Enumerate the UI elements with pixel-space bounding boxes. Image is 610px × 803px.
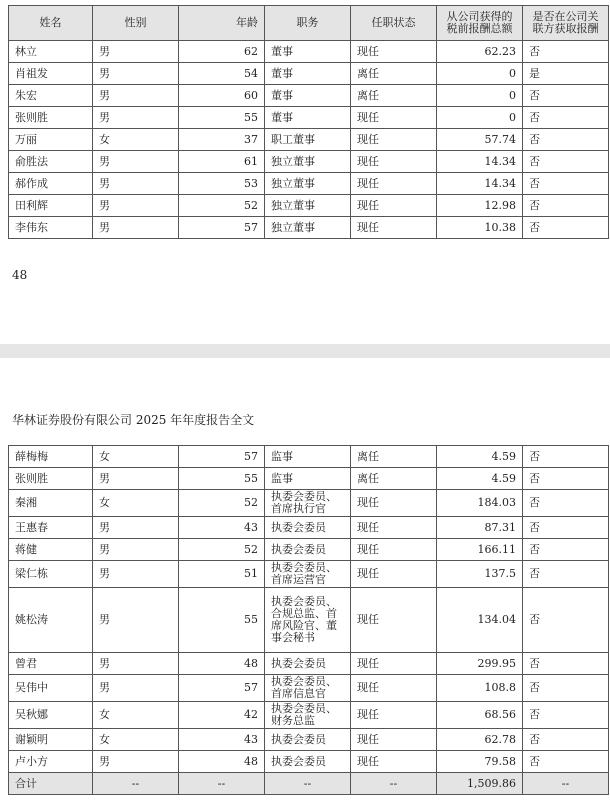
cell-position: 职工董事: [265, 129, 351, 151]
table-header-row: [9, 6, 609, 41]
cell-status: 离任: [351, 468, 437, 490]
cell-compensation: 0: [437, 107, 523, 129]
cell-position: 执委会委员、首席运营官: [265, 561, 351, 588]
cell-name: 田利辉: [9, 195, 93, 217]
cell-compensation: 10.38: [437, 217, 523, 239]
cell-status: 现任: [351, 151, 437, 173]
cell-gender: 男: [93, 653, 179, 675]
compensation-table-part2: [8, 445, 609, 795]
cell-related-party: 否: [523, 653, 609, 675]
cell-compensation: 0: [437, 63, 523, 85]
cell-gender: 男: [93, 107, 179, 129]
cell-status: 现任: [351, 173, 437, 195]
table-row: [9, 751, 609, 773]
cell-age: 48: [179, 751, 265, 773]
cell-status: 现任: [351, 195, 437, 217]
cell-related-party: 否: [523, 751, 609, 773]
cell-age: 57: [179, 446, 265, 468]
cell-position: 执委会委员、首席执行官: [265, 490, 351, 517]
cell-name: 俞胜法: [9, 151, 93, 173]
table-row: [9, 702, 609, 729]
compensation-table-part1: [8, 5, 609, 239]
cell-compensation: 14.34: [437, 173, 523, 195]
cell-name: 朱宏: [9, 85, 93, 107]
cell-age: 57: [179, 217, 265, 239]
cell-age: 53: [179, 173, 265, 195]
cell-status: 现任: [351, 653, 437, 675]
cell-position: 董事: [265, 41, 351, 63]
cell-age: 51: [179, 561, 265, 588]
cell-position: 独立董事: [265, 217, 351, 239]
cell-age: 55: [179, 468, 265, 490]
cell-gender: 男: [93, 151, 179, 173]
total-cell: --: [93, 773, 179, 795]
header-age: 年龄: [179, 6, 265, 41]
cell-status: 现任: [351, 588, 437, 653]
cell-status: 现任: [351, 107, 437, 129]
report-page-upper: [0, 0, 610, 344]
cell-gender: 男: [93, 517, 179, 539]
cell-related-party: 否: [523, 702, 609, 729]
header-name: 姓名: [9, 6, 93, 41]
cell-position: 监事: [265, 468, 351, 490]
cell-position: 独立董事: [265, 173, 351, 195]
cell-compensation: 62.78: [437, 729, 523, 751]
cell-related-party: 否: [523, 195, 609, 217]
cell-gender: 男: [93, 173, 179, 195]
total-cell: --: [179, 773, 265, 795]
cell-status: 现任: [351, 517, 437, 539]
cell-name: 万丽: [9, 129, 93, 151]
cell-gender: 女: [93, 702, 179, 729]
table-row: [9, 729, 609, 751]
total-cell: --: [523, 773, 609, 795]
cell-gender: 男: [93, 561, 179, 588]
cell-status: 离任: [351, 446, 437, 468]
cell-gender: 女: [93, 490, 179, 517]
cell-position: 监事: [265, 446, 351, 468]
cell-age: 57: [179, 675, 265, 702]
table-row: [9, 195, 609, 217]
cell-gender: 男: [93, 675, 179, 702]
cell-name: 张则胜: [9, 107, 93, 129]
cell-gender: 男: [93, 468, 179, 490]
cell-related-party: 否: [523, 561, 609, 588]
cell-related-party: 否: [523, 490, 609, 517]
cell-compensation: 184.03: [437, 490, 523, 517]
cell-compensation: 14.34: [437, 151, 523, 173]
table-row: [9, 561, 609, 588]
cell-related-party: 否: [523, 85, 609, 107]
table-row: [9, 217, 609, 239]
cell-status: 离任: [351, 85, 437, 107]
cell-position: 董事: [265, 85, 351, 107]
table-row: [9, 653, 609, 675]
table-row: [9, 490, 609, 517]
cell-position: 独立董事: [265, 195, 351, 217]
cell-position: 执委会委员: [265, 653, 351, 675]
cell-compensation: 108.8: [437, 675, 523, 702]
cell-gender: 男: [93, 751, 179, 773]
cell-gender: 男: [93, 85, 179, 107]
table-row: [9, 588, 609, 653]
cell-compensation: 57.74: [437, 129, 523, 151]
cell-name: 姚松涛: [9, 588, 93, 653]
cell-age: 48: [179, 653, 265, 675]
table-row: [9, 173, 609, 195]
header-compensation: 从公司获得的税前报酬总额: [437, 6, 523, 41]
cell-name: 谢颖明: [9, 729, 93, 751]
table-row: [9, 517, 609, 539]
cell-gender: 男: [93, 217, 179, 239]
cell-compensation: 79.58: [437, 751, 523, 773]
table-row: [9, 107, 609, 129]
cell-age: 61: [179, 151, 265, 173]
cell-name: 肖祖发: [9, 63, 93, 85]
cell-age: 43: [179, 517, 265, 539]
cell-status: 现任: [351, 539, 437, 561]
cell-age: 55: [179, 107, 265, 129]
cell-age: 43: [179, 729, 265, 751]
cell-age: 52: [179, 539, 265, 561]
cell-status: 现任: [351, 561, 437, 588]
cell-gender: 女: [93, 129, 179, 151]
cell-name: 曾君: [9, 653, 93, 675]
table-row: [9, 468, 609, 490]
table-total-row: [9, 773, 609, 795]
cell-compensation: 299.95: [437, 653, 523, 675]
cell-position: 执委会委员: [265, 751, 351, 773]
cell-related-party: 否: [523, 729, 609, 751]
header-position: 职务: [265, 6, 351, 41]
cell-related-party: 否: [523, 468, 609, 490]
cell-position: 执委会委员: [265, 517, 351, 539]
cell-status: 现任: [351, 675, 437, 702]
table-row: [9, 129, 609, 151]
cell-gender: 男: [93, 41, 179, 63]
cell-related-party: 否: [523, 129, 609, 151]
cell-compensation: 62.23: [437, 41, 523, 63]
table-row: [9, 539, 609, 561]
cell-compensation: 137.5: [437, 561, 523, 588]
page-separator: [0, 344, 610, 358]
cell-compensation: 4.59: [437, 446, 523, 468]
cell-position: 独立董事: [265, 151, 351, 173]
header-related-party: 是否在公司关联方获取报酬: [523, 6, 609, 41]
cell-related-party: 否: [523, 173, 609, 195]
cell-compensation: 166.11: [437, 539, 523, 561]
cell-age: 37: [179, 129, 265, 151]
cell-age: 54: [179, 63, 265, 85]
cell-name: 张则胜: [9, 468, 93, 490]
cell-gender: 女: [93, 729, 179, 751]
cell-compensation: 68.56: [437, 702, 523, 729]
report-page-lower: [0, 358, 610, 803]
header-status: 任职状态: [351, 6, 437, 41]
total-compensation: 1,509.86: [437, 773, 523, 795]
cell-position: 董事: [265, 107, 351, 129]
cell-related-party: 否: [523, 151, 609, 173]
cell-name: 吴秋娜: [9, 702, 93, 729]
page-number: 48: [12, 268, 28, 282]
header-gender: 性别: [93, 6, 179, 41]
cell-related-party: 是: [523, 63, 609, 85]
cell-compensation: 134.04: [437, 588, 523, 653]
cell-status: 现任: [351, 41, 437, 63]
table-row: [9, 675, 609, 702]
cell-position: 执委会委员、财务总监: [265, 702, 351, 729]
cell-related-party: 否: [523, 446, 609, 468]
cell-age: 60: [179, 85, 265, 107]
cell-gender: 男: [93, 539, 179, 561]
cell-status: 现任: [351, 490, 437, 517]
cell-age: 52: [179, 195, 265, 217]
cell-name: 王惠春: [9, 517, 93, 539]
cell-gender: 女: [93, 446, 179, 468]
cell-name: 吴伟中: [9, 675, 93, 702]
cell-age: 42: [179, 702, 265, 729]
cell-compensation: 4.59: [437, 468, 523, 490]
cell-position: 执委会委员: [265, 539, 351, 561]
cell-status: 现任: [351, 702, 437, 729]
cell-age: 62: [179, 41, 265, 63]
cell-gender: 男: [93, 63, 179, 85]
cell-status: 现任: [351, 729, 437, 751]
table-row: [9, 151, 609, 173]
cell-position: 执委会委员、首席信息官: [265, 675, 351, 702]
cell-name: 薛梅梅: [9, 446, 93, 468]
cell-related-party: 否: [523, 517, 609, 539]
cell-gender: 男: [93, 588, 179, 653]
table-row: [9, 63, 609, 85]
total-cell: --: [351, 773, 437, 795]
report-header-title: 华林证券股份有限公司 2025 年年度报告全文: [12, 413, 255, 427]
cell-compensation: 12.98: [437, 195, 523, 217]
cell-status: 离任: [351, 63, 437, 85]
cell-name: 蒋健: [9, 539, 93, 561]
cell-compensation: 87.31: [437, 517, 523, 539]
cell-age: 52: [179, 490, 265, 517]
cell-name: 秦湘: [9, 490, 93, 517]
cell-name: 梁仁栋: [9, 561, 93, 588]
cell-compensation: 0: [437, 85, 523, 107]
cell-status: 现任: [351, 217, 437, 239]
cell-related-party: 否: [523, 675, 609, 702]
cell-age: 55: [179, 588, 265, 653]
cell-related-party: 否: [523, 107, 609, 129]
table-row: [9, 85, 609, 107]
cell-name: 李伟东: [9, 217, 93, 239]
cell-position: 董事: [265, 63, 351, 85]
cell-related-party: 否: [523, 217, 609, 239]
cell-related-party: 否: [523, 588, 609, 653]
cell-gender: 男: [93, 195, 179, 217]
cell-related-party: 否: [523, 539, 609, 561]
total-cell: --: [265, 773, 351, 795]
cell-status: 现任: [351, 129, 437, 151]
cell-position: 执委会委员、合规总监、首席风险官、董事会秘书: [265, 588, 351, 653]
cell-related-party: 否: [523, 41, 609, 63]
cell-name: 林立: [9, 41, 93, 63]
cell-status: 现任: [351, 751, 437, 773]
cell-position: 执委会委员: [265, 729, 351, 751]
table-row: [9, 41, 609, 63]
cell-name: 卢小方: [9, 751, 93, 773]
total-label: 合计: [9, 773, 93, 795]
table-row: [9, 446, 609, 468]
cell-name: 郝作成: [9, 173, 93, 195]
